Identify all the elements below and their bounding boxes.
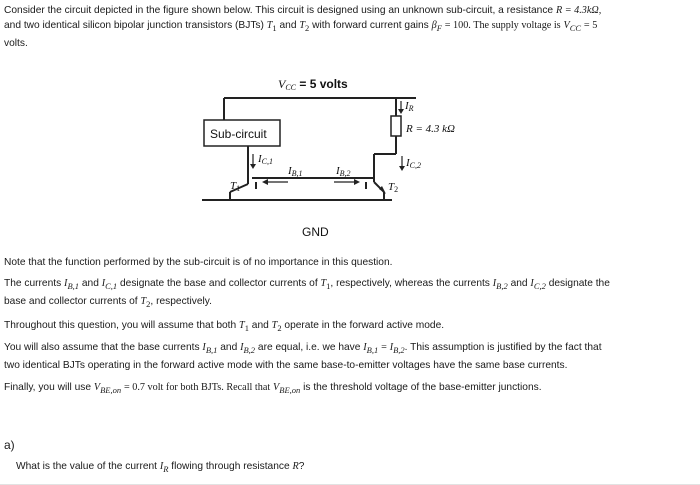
note-subcircuit: Note that the function performed by the sub-circuit is of no importance in this question. — [4, 257, 393, 268]
part-a-label: a) — [4, 438, 15, 452]
note-currents-line-2: base and collector currents of $T_2$, respectively. — [4, 296, 212, 310]
ib1-arrowhead — [262, 179, 268, 185]
intro-line-2: and two identical silicon bipolar junction transistors (BJTs) $T_1$ and $T_2$ with forward current gains $\beta_F = 100$. The supply voltage is $V_{CC} = 5$ — [4, 20, 598, 34]
ic2-arrowhead — [399, 166, 405, 171]
question-text: What is the value of the current $I_R$ flowing through resistance R? — [16, 461, 305, 475]
intro-line-1: Consider the circuit depicted in the figure shown below. This circuit is designed using an unknown sub-circuit, a resistance R = 4.3kΩ, — [4, 5, 602, 16]
ib2-arrowhead — [354, 179, 360, 185]
note-vbe: Finally, you will use $V_{BE,on} = 0.7$ volt for both BJTs. Recall that $V_{BE,on}$ is the threshold voltage of the base-emitter junctions. — [4, 382, 542, 396]
circuit-diagram — [196, 74, 455, 242]
ib1-label: IB,1 — [288, 165, 303, 178]
note-currents — [4, 276, 694, 312]
note-base-currents-line-1: You will also assume that the base currents $I_{B,1}$ and $I_{B,2}$ are equal, i.e. we have $I_{B,1} = I_{B,2}$. This assumption is justified by the fact that — [4, 342, 602, 356]
ic1-arrowhead — [250, 164, 256, 169]
resistor-symbol — [391, 116, 401, 136]
ir-label: IR — [405, 100, 414, 113]
intro-paragraph — [4, 3, 694, 52]
t2-label: T2 — [388, 181, 399, 194]
gnd-label: GND — [302, 225, 329, 239]
vcc-label: VCC = 5 volts — [278, 77, 348, 92]
ib2-label: IB,2 — [336, 165, 351, 178]
resistor-label: R = 4.3 kΩ — [406, 123, 455, 135]
subcircuit-label: Sub-circuit — [210, 127, 267, 141]
note-currents-line-1: The currents $I_{B,1}$ and $I_{C,1}$ designate the base and collector currents of $T_1$, respectively, whereas the currents $I_{B,2}$ and $I_{C,2}$ designate the — [4, 278, 610, 292]
note-base-currents — [4, 340, 694, 373]
ic2-label: IC,2 — [406, 157, 422, 170]
note-base-currents-line-2: two identical BJTs operating in the forward active mode with the same base-to-emitter voltages have the same base currents. — [4, 360, 568, 372]
ic1-label: IC,1 — [258, 153, 274, 166]
t1-label: T1 — [230, 180, 241, 193]
intro-line-3: volts. — [4, 38, 28, 50]
ir-arrowhead — [398, 109, 404, 114]
note-forward-active: Throughout this question, you will assume that both $T_1$ and $T_2$ operate in the forward active mode. — [4, 320, 445, 334]
